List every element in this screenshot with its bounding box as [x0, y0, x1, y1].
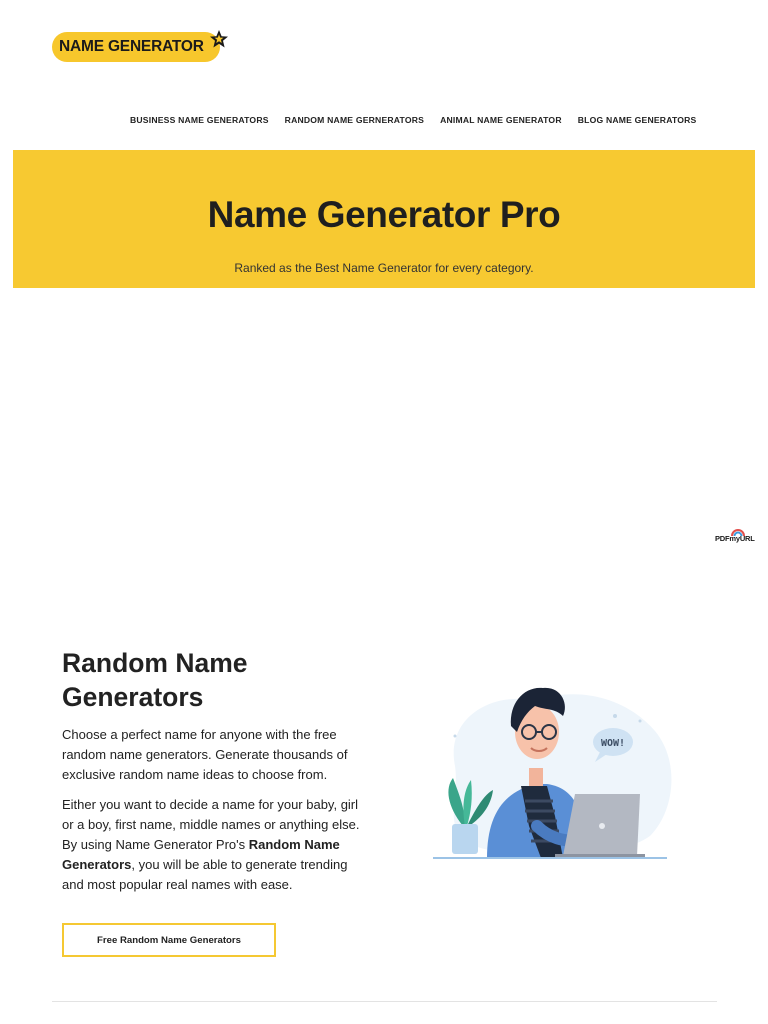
random-name-generators-emphasis: Random Name Generators: [62, 837, 340, 872]
wow-text: WOW!: [600, 738, 626, 749]
site-logo[interactable]: [52, 30, 224, 64]
free-random-name-generators-button[interactable]: Free Random Name Generators: [62, 923, 276, 957]
section-title: Random Name Generators: [62, 648, 248, 712]
person-at-laptop-illustration: [425, 676, 685, 866]
nav-item-random-name-generators[interactable]: RANDOM NAME GERNERATORS: [284, 115, 425, 125]
nav-item-blog-name-generators[interactable]: BLOG NAME GENERATORS: [577, 115, 697, 125]
pdfmyurl-badge[interactable]: [714, 529, 758, 545]
paragraph-2-text-end: , you will be able to generate trending and most popular real names with ease.: [62, 857, 348, 892]
hero-subtitle: Ranked as the Best Name Generator for every category.: [234, 261, 534, 275]
paragraph-2-text-start: Either you want to decide a name for your baby, girl or a boy, first name, middle names or anything else. By using Name Generator Pro's: [62, 797, 360, 852]
main-nav: [130, 113, 696, 127]
section-divider: [52, 1001, 717, 1002]
nav-item-business-name-generators[interactable]: BUSINESS NAME GENERATORS: [130, 115, 269, 125]
star-icon: [209, 29, 229, 49]
section-paragraph-2: [62, 795, 372, 895]
logo-text: NAME GENERATOR: [59, 38, 204, 55]
badge-label: PDFmyURL: [715, 534, 755, 543]
nav-item-animal-name-generator[interactable]: ANIMAL NAME GENERATOR: [440, 115, 562, 125]
hero-title: Name Generator Pro: [207, 194, 561, 235]
section-paragraph-1: Choose a perfect name for anyone with the free random name generators. Generate thousands of exclusive random name ideas to choose from.: [62, 727, 348, 782]
hero-banner: [13, 150, 755, 288]
